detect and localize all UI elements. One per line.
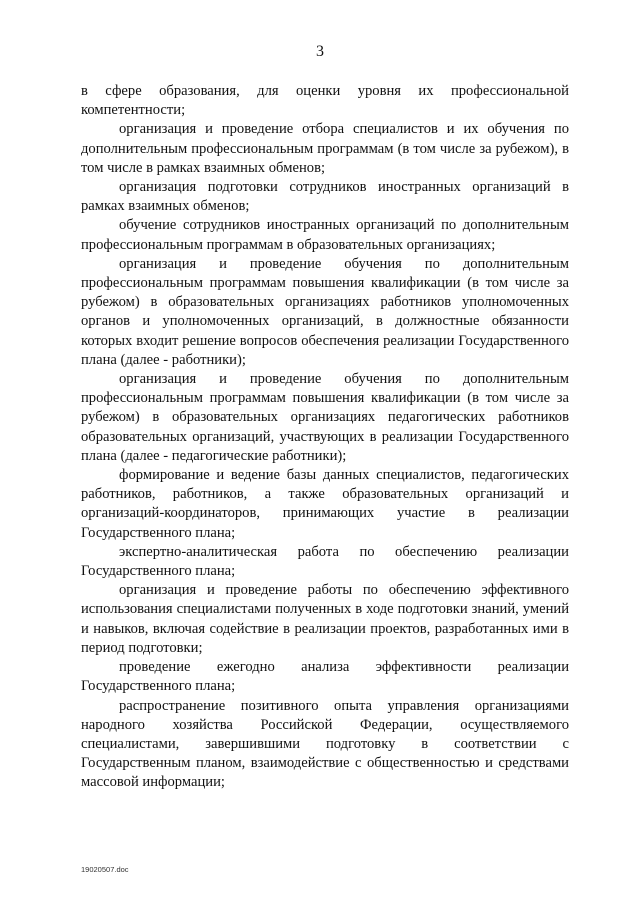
paragraph: организация и проведение работы по обеспечению эффективного использования специалистами полученных в ходе подготовки знаний, умений и навыков, включая содействие в реализации проектов, разработанных ими в период подготовки;: [81, 582, 569, 656]
paragraph: организация и проведение обучения по дополнительным профессиональным программам повышения квалификации (в том числе за рубежом) в образовательных организациях педагогических работников образовательных организаций, участвующих в реализации Государственного плана (далее - педагогические работники);: [81, 371, 569, 464]
footer-file-code: 19020507.doc: [81, 865, 129, 874]
paragraph: проведение ежегодно анализа эффективности реализации Государственного плана;: [81, 659, 569, 695]
page-number: 3: [316, 43, 324, 60]
paragraph: в сфере образования, для оценки уровня их профессиональной компетентности;: [81, 83, 569, 119]
paragraph: формирование и ведение базы данных специалистов, педагогических работников, работников, а также образовательных организаций и организаций-координаторов, принимающих участие в реализации Государственного плана;: [81, 467, 569, 541]
document-body: [81, 82, 569, 793]
paragraph: обучение сотрудников иностранных организаций по дополнительным профессиональным программам в образовательных организациях;: [81, 217, 569, 253]
paragraph: организация подготовки сотрудников иностранных организаций в рамках взаимных обменов;: [81, 179, 569, 215]
paragraph: организация и проведение обучения по дополнительным профессиональным программам повышения квалификации (в том числе за рубежом) в образовательных организациях работников уполномоченных органов и уполномоченных организаций, в должностные обязанности которых входит решение вопросов обеспечения реализации Государственного плана (далее - работники);: [81, 255, 569, 368]
paragraph: экспертно-аналитическая работа по обеспечению реализации Государственного плана;: [81, 543, 569, 580]
paragraph: организация и проведение отбора специалистов и их обучения по дополнительным профессиональным программам (в том числе за рубежом), в том числе в рамках взаимных обменов;: [81, 121, 569, 176]
paragraph: распространение позитивного опыта управления организациями народного хозяйства Российской Федерации, осуществляемого специалистами, завершившими подготовку в соответствии с Государственным планом, взаимодействие с общественностью и средствами массовой информации;: [81, 697, 569, 791]
